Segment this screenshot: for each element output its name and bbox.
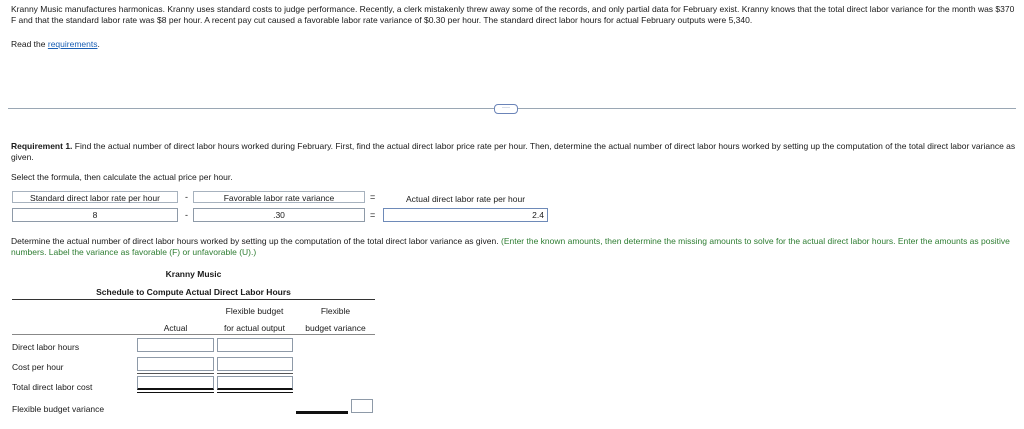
formula-result-label: Actual direct labor rate per hour [405, 194, 526, 204]
row-label-hours: Direct labor hours [12, 342, 80, 352]
flex-hours-input[interactable] [217, 338, 293, 352]
flex-rate-input[interactable] [217, 357, 293, 371]
formula-value2-input[interactable]: .30 [193, 208, 365, 222]
read-suffix: . [97, 39, 100, 49]
read-prefix: Read the [11, 39, 48, 49]
formula-result-input[interactable]: 2.4 [383, 208, 548, 222]
formula-value-operator: - [185, 210, 188, 220]
col-header-flex-line2: for actual output [224, 323, 285, 333]
flex-total-cost-input[interactable] [217, 376, 293, 390]
row-label-flex-variance: Flexible budget variance [12, 404, 105, 414]
instruction-text [11, 236, 1016, 257]
instruction-hint: (Enter the known amounts, then determine the missing amounts to solve for the actual direct labor hours. Enter the amounts as positive numbers. Label the variance as favorable (F) or unfavorable (U).) [11, 236, 1010, 257]
requirement-body: Find the actual number of direct labor hours worked during February. First, find the actual direct labor price rate per hour. Then, determine the actual number of direct labor hours worked by setting up the computation of the total direct labor variance as given. [11, 141, 1016, 162]
schedule-company: Kranny Music [165, 269, 222, 279]
actual-rate-input[interactable] [137, 357, 214, 371]
row-label-total-cost: Total direct labor cost [12, 382, 93, 392]
formula-term2-select[interactable]: Favorable labor rate variance [193, 191, 365, 203]
problem-intro: Kranny Music manufactures harmonicas. Kranny uses standard costs to judge performance. Recently, a clerk mistakenly threw away some of the records, and only partial data for February exist. Kranny knows that the total direct labor variance for the month was $370 F and that the standard labor rate was $8 per hour. A recent pay cut caused a favorable labor rate variance of $0.30 per hour. The standard direct labor hours for actual February outputs were 5,340. [11, 4, 1015, 25]
actual-hours-input[interactable] [137, 338, 214, 352]
schedule-title: Schedule to Compute Actual Direct Labor Hours [96, 287, 291, 297]
col-header-var-line1: Flexible [320, 306, 351, 316]
header-rule [12, 334, 375, 335]
instruction-main: Determine the actual number of direct labor hours worked by setting up the computation of the total direct labor variance as given. [11, 236, 499, 246]
row-label-cost-per-hour: Cost per hour [12, 362, 64, 372]
formula-value-equals: = [370, 210, 376, 220]
requirements-link[interactable]: requirements [47, 39, 98, 49]
col-header-flex-line1: Flexible budget [225, 306, 284, 316]
col-header-var-line2: budget variance [305, 323, 366, 333]
schedule-title-rule [12, 299, 375, 300]
requirement-text [11, 141, 1016, 162]
expand-more-button[interactable]: ···· [494, 104, 518, 114]
flex-variance-double-rule [296, 413, 348, 414]
flex-variance-label-select[interactable] [351, 399, 373, 413]
flex-variance-amount-input[interactable] [296, 397, 348, 413]
formula-equals: = [370, 192, 376, 202]
requirement-label: Requirement 1. [11, 141, 73, 151]
actual-total-cost-input[interactable] [137, 376, 214, 390]
formula-value1-input[interactable]: 8 [12, 208, 178, 222]
col-header-actual: Actual [163, 323, 188, 333]
read-requirements-line [11, 39, 100, 49]
formula-operator: - [185, 192, 188, 202]
formula-term1-select[interactable]: Standard direct labor rate per hour [12, 191, 178, 203]
select-formula-prompt: Select the formula, then calculate the actual price per hour. [11, 172, 233, 182]
